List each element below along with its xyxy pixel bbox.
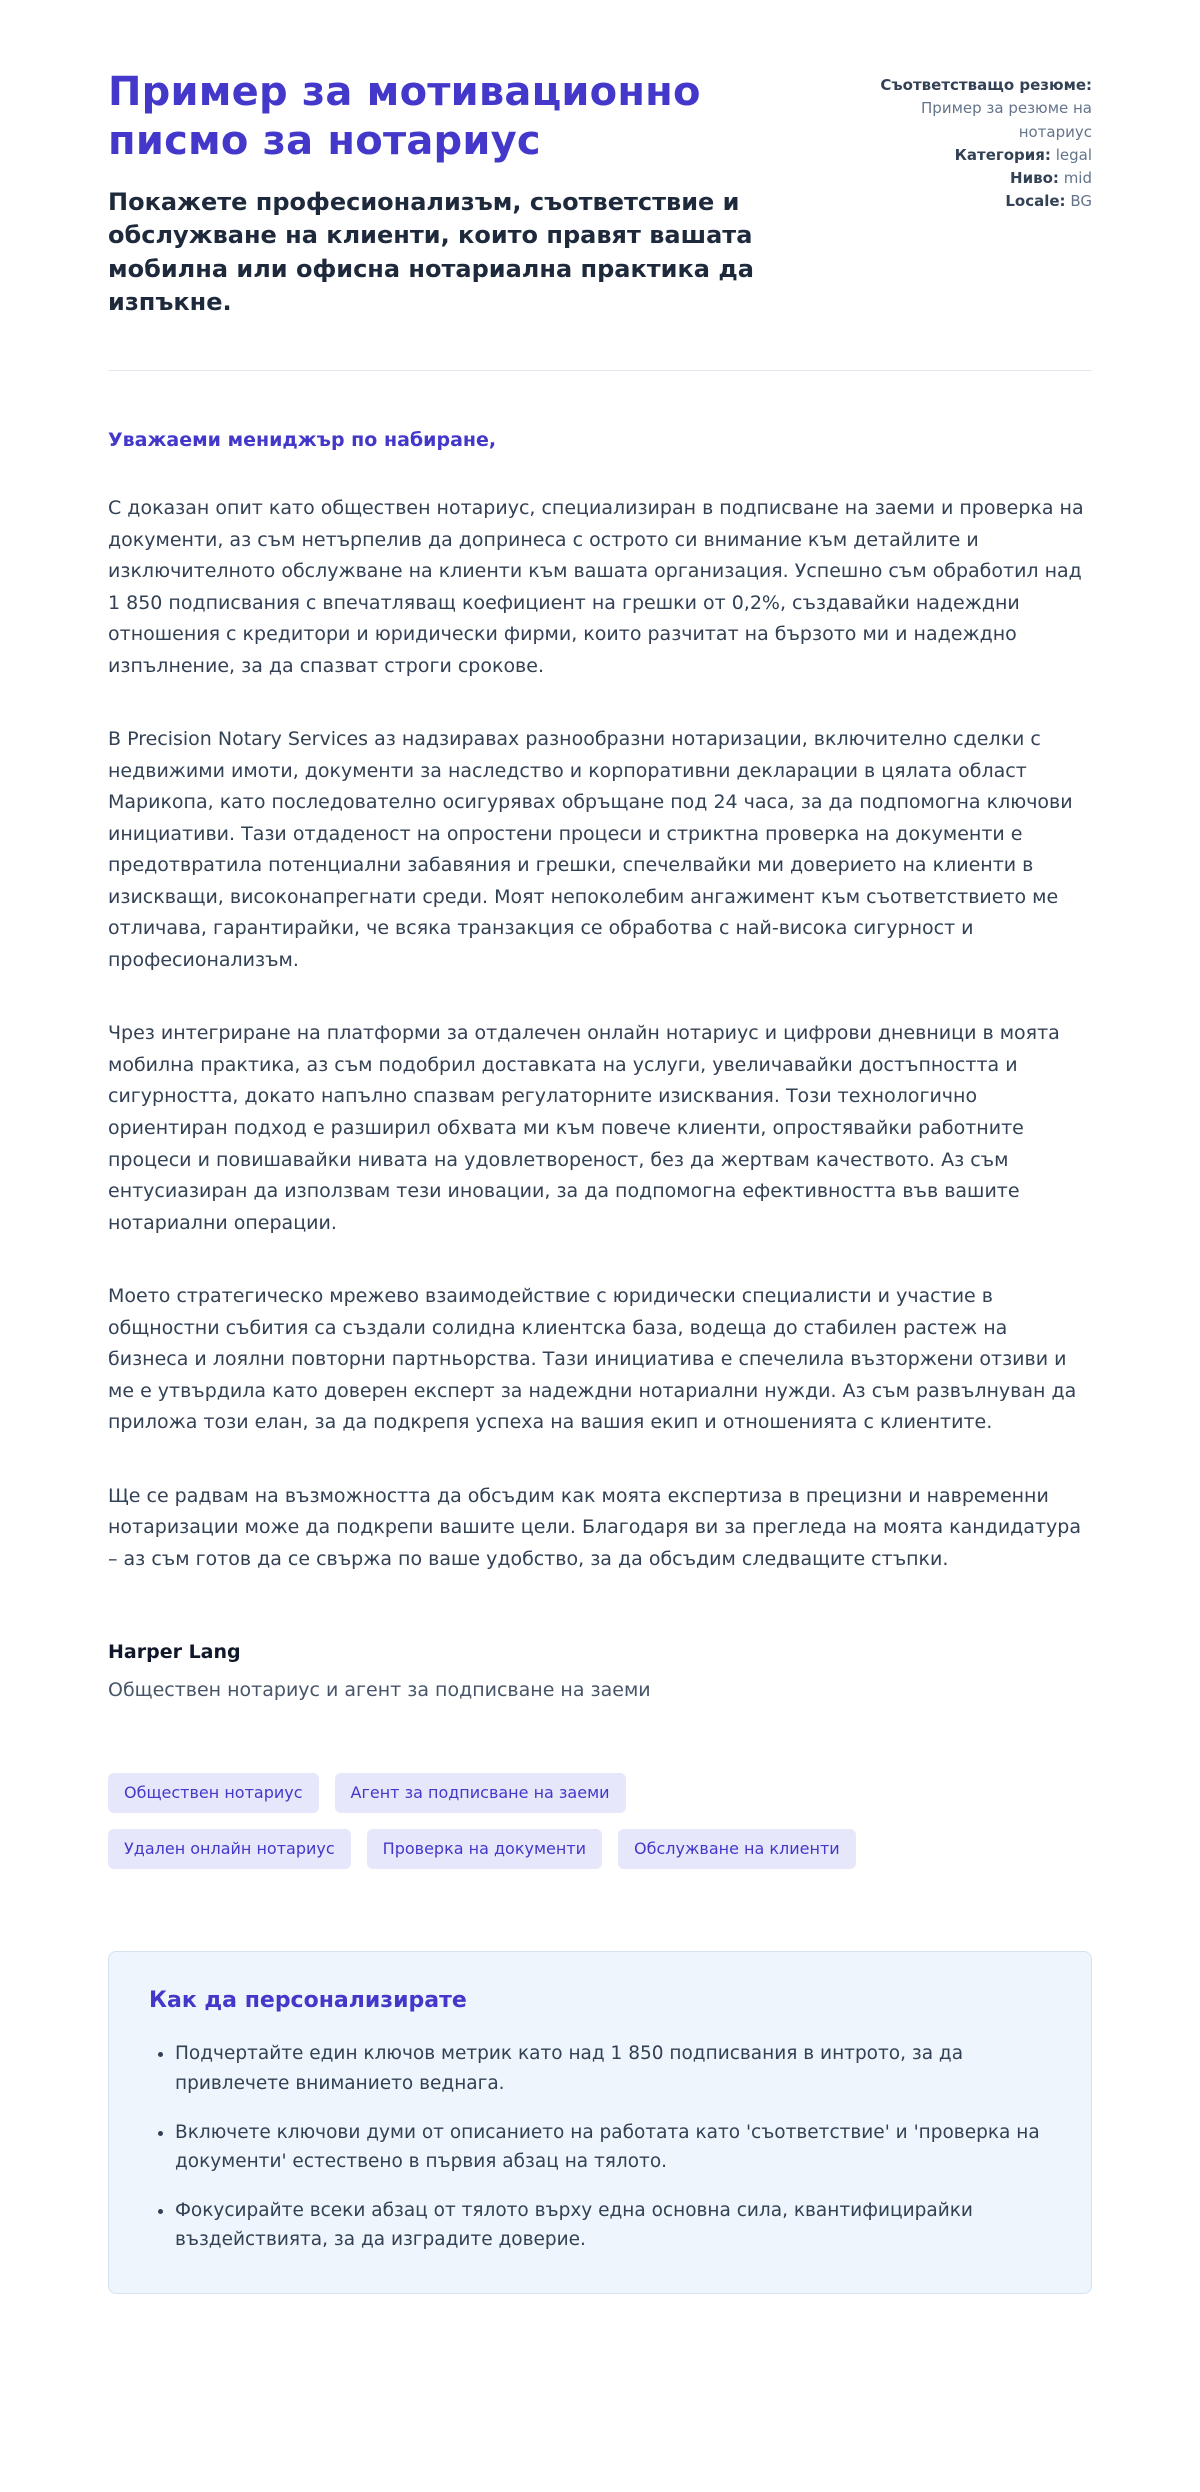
customization-tips-box xyxy=(108,1951,1092,2293)
meta-label: Ниво: xyxy=(1010,169,1059,187)
page-subtitle: Покажете професионализъм, съответствие и обслужване на клиенти, които правят вашата мобилна или офисна нотариална практика да изпъкне. xyxy=(108,187,754,317)
tip-item: • Подчертайте един ключов метрик като над 1 850 подписвания в интрото, за да привлечете вниманието веднага. xyxy=(175,2039,1051,2097)
header-divider xyxy=(108,370,1092,371)
tag-remote-online-notary[interactable]: Удален онлайн нотариус xyxy=(108,1829,351,1869)
meta-row-level xyxy=(867,167,1092,190)
letter-paragraph: С доказан опит като обществен нотариус, специализиран в подписване на заеми и проверка на документи, аз съм нетърпелив да допринеса с острото си внимание към детайлите и изключителното обслужване на клиенти към вашата организация. Успешно съм обработил над 1 850 подписвания с впечатляващ коефициент на грешки от 0,2%, създавайки надеждни отношения с кредитори и юридически фирми, които разчитат на бързото ми и надеждно изпълнение, за да спазват строги срокове. xyxy=(108,496,1084,677)
meta-value: Пример за резюме на нотариус xyxy=(921,99,1092,141)
tag-public-notary[interactable]: Обществен нотариус xyxy=(108,1773,319,1813)
meta-row-locale xyxy=(867,190,1092,213)
page-header xyxy=(108,68,1092,320)
header-title-block xyxy=(108,68,798,320)
meta-value: mid xyxy=(1063,169,1092,187)
tips-list xyxy=(149,2039,1051,2254)
tag-loan-signing-agent[interactable]: Агент за подписване на заеми xyxy=(335,1773,626,1813)
tag-document-verification[interactable]: Проверка на документи xyxy=(367,1829,602,1869)
letter-paragraph: В Precision Notary Services аз надзиравах разнообразни нотаризации, включително сделки с недвижими имоти, документи за наследство и корпоративни декларации в цялата област Марикопа, като последователно осигурявах обръщане под 24 часа, за да подпомогна ключови инициативи. Тази отдаденост на опростени процеси и стриктна проверка на документи е предотвратила потенциални забавяния и грешки, спечелвайки ми доверието на клиенти в изискващи, високонапрегнати среди. Моят непоколебим ангажимент към съответствието ме отличава, гарантирайки, че всяка транзакция се обработва с най-висока сигурност и професионализъм. xyxy=(108,728,1073,971)
meta-label: Locale: xyxy=(1005,192,1066,211)
meta-label: Категория: xyxy=(954,145,1051,164)
page-title: Пример за мотивационно писмо за нотариус xyxy=(108,69,701,164)
signature-block xyxy=(108,1641,1092,1701)
tip-item: • Фокусирайте всеки абзац от тялото върху една основна сила, квантифицирайки въздействията, за да изградите доверие. xyxy=(175,2196,1051,2254)
tag-list xyxy=(108,1773,868,1869)
tips-title: Как да персонализирате xyxy=(149,1988,467,2014)
tip-item: • Включете ключови думи от описанието на работата като 'съответствие' и 'проверка на документи' естествено в първия абзац на тялото. xyxy=(175,2118,1051,2176)
tag-customer-service[interactable]: Обслужване на клиенти xyxy=(618,1829,856,1869)
meta-value: BG xyxy=(1070,192,1092,211)
meta-row-matching-resume xyxy=(867,74,1092,144)
signature-name: Harper Lang xyxy=(108,1641,241,1664)
letter-paragraph: Чрез интегриране на платформи за отдалечен онлайн нотариус и цифрови дневници в моята мобилна практика, аз съм подобрил доставката на услуги, увеличавайки достъпността и сигурността, докато напълно спазвам регулаторните изисквания. Този технологично ориентиран подход е разширил обхвата ми към повече клиенти, опростявайки работните процеси и повишавайки нивата на удовлетвореност, без да жертвам качеството. Аз съм ентусиазиран да използвам тези иновации, за да подпомогна ефективността във вашите нотариални операции. xyxy=(108,1022,1060,1234)
meta-panel xyxy=(867,68,1092,214)
signature-role: Обществен нотариус и агент за подписване на заеми xyxy=(108,1679,651,1702)
letter-body xyxy=(108,429,1092,1701)
meta-label: Съответстващо резюме: xyxy=(880,76,1092,94)
letter-paragraph: Моето стратегическо мрежево взаимодействие с юридически специалисти и участие в общностни събития са създали солидна клиентска база, водеща до стабилен растеж на бизнеса и лоялни повторни партньорства. Тази инициатива е спечелила възторжени отзиви и ме е утвърдила като доверен експерт за надеждни нотариални нужди. Аз съм развълнуван да приложа този елан, за да подкрепя успеха на вашия екип и отношенията с клиентите. xyxy=(108,1285,1077,1434)
cover-letter-page xyxy=(108,0,1092,2354)
meta-row-category xyxy=(867,144,1092,167)
meta-value: legal xyxy=(1055,145,1092,164)
letter-paragraph: Ще се радвам на възможността да обсъдим как моята експертиза в прецизни и навременни нотаризации може да подкрепи вашите цели. Благодаря ви за прегледа на моята кандидатура – аз съм готов да се свържа по ваше удобство, за да обсъдим следващите стъпки. xyxy=(108,1484,1081,1570)
letter-salutation: Уважаеми мениджър по набиране, xyxy=(108,428,497,451)
